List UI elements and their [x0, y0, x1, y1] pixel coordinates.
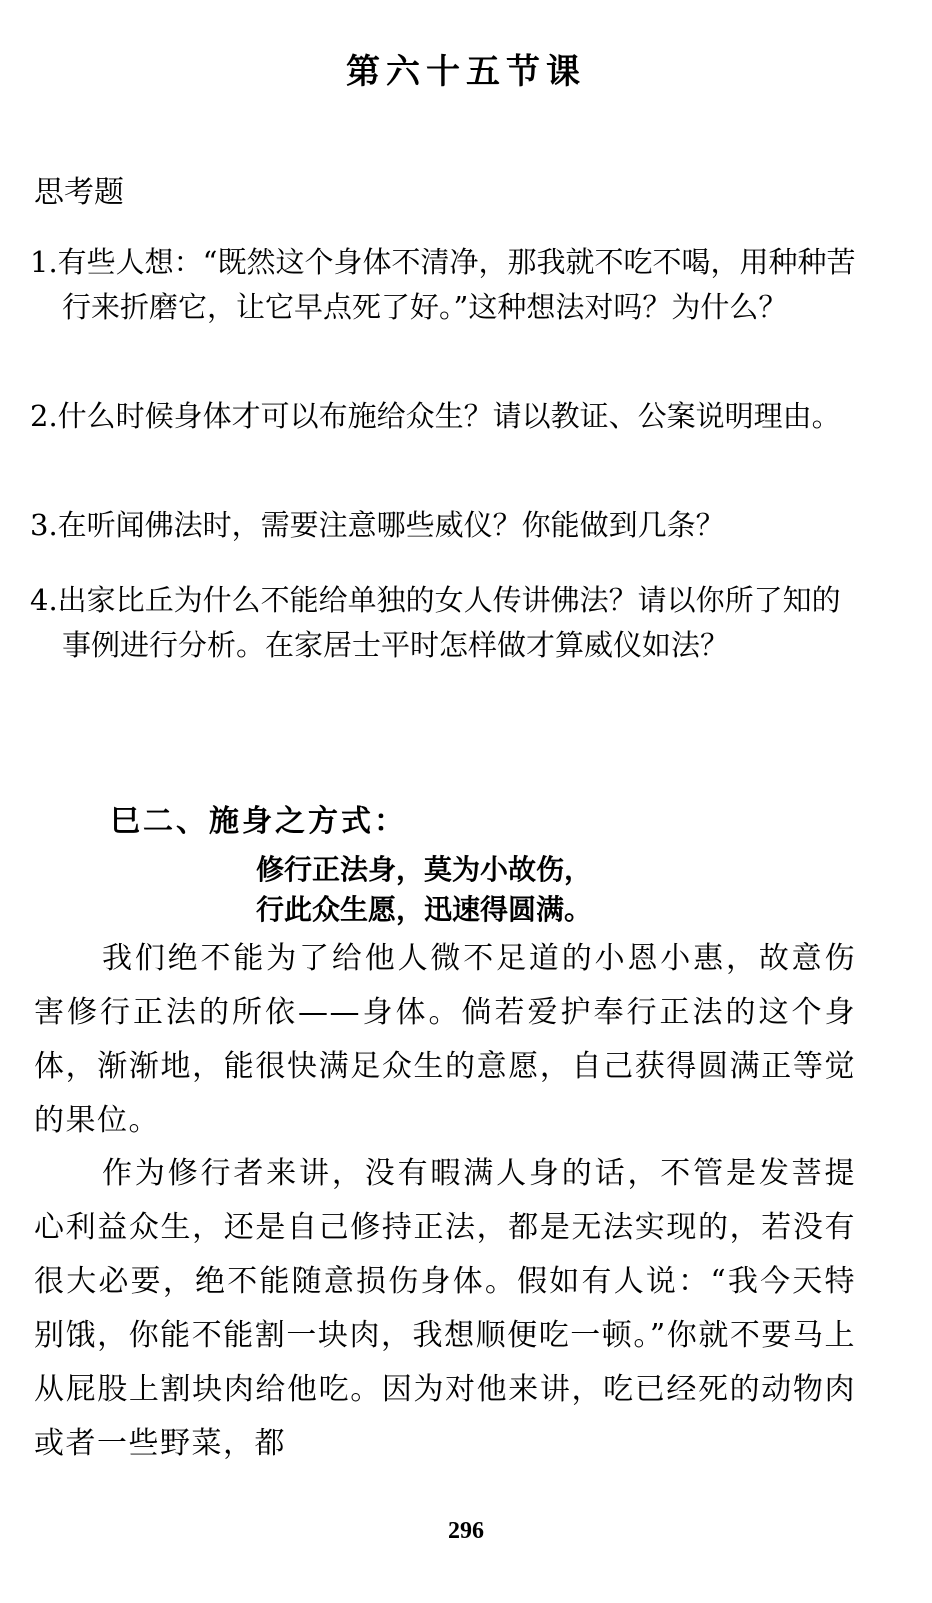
question-item: 3.在听闻佛法时，需要注意哪些威仪？你能做到几条？	[30, 508, 725, 542]
section-heading: 巳二、施身之方式：	[110, 804, 407, 839]
verse-line: 行此众生愿，迅速得圆满。	[256, 893, 593, 926]
verse-line: 修行正法身，莫为小故伤，	[256, 853, 593, 886]
questions-heading: 思考题	[34, 175, 124, 210]
page-number: 296	[448, 1518, 484, 1544]
page-title: 第六十五节课	[346, 52, 586, 92]
question-item: 1.有些人想：“既然这个身体不清净，那我就不吃不喝，用种种苦行来折磨它，让它早点死了好。”这种想法对吗？为什么？	[30, 245, 856, 324]
body-paragraph: 我们绝不能为了给他人微不足道的小恩小惠，故意伤害修行正法的所依——身体。倘若爱护奉行正法的这个身体，渐渐地，能很快满足众生的意愿，自己获得圆满正等觉的果位。	[34, 941, 856, 1138]
question-item: 4.出家比丘为什么不能给单独的女人传讲佛法？请以你所了知的事例进行分析。在家居士平时怎样做才算威仪如法？	[30, 583, 841, 662]
question-item: 2.什么时候身体才可以布施给众生？请以教证、公案说明理由。	[30, 399, 841, 433]
body-paragraph: 作为修行者来讲，没有暇满人身的话，不管是发菩提心利益众生，还是自己修持正法，都是无法实现的，若没有很大必要，绝不能随意损伤身体。假如有人说：“我今天特别饿，你能不能割一块肉，我想顺便吃一顿。”你就不要马上从屁股上割块肉给他吃。因为对他来讲，吃已经死的动物肉或者一些野菜，都	[34, 1156, 856, 1461]
